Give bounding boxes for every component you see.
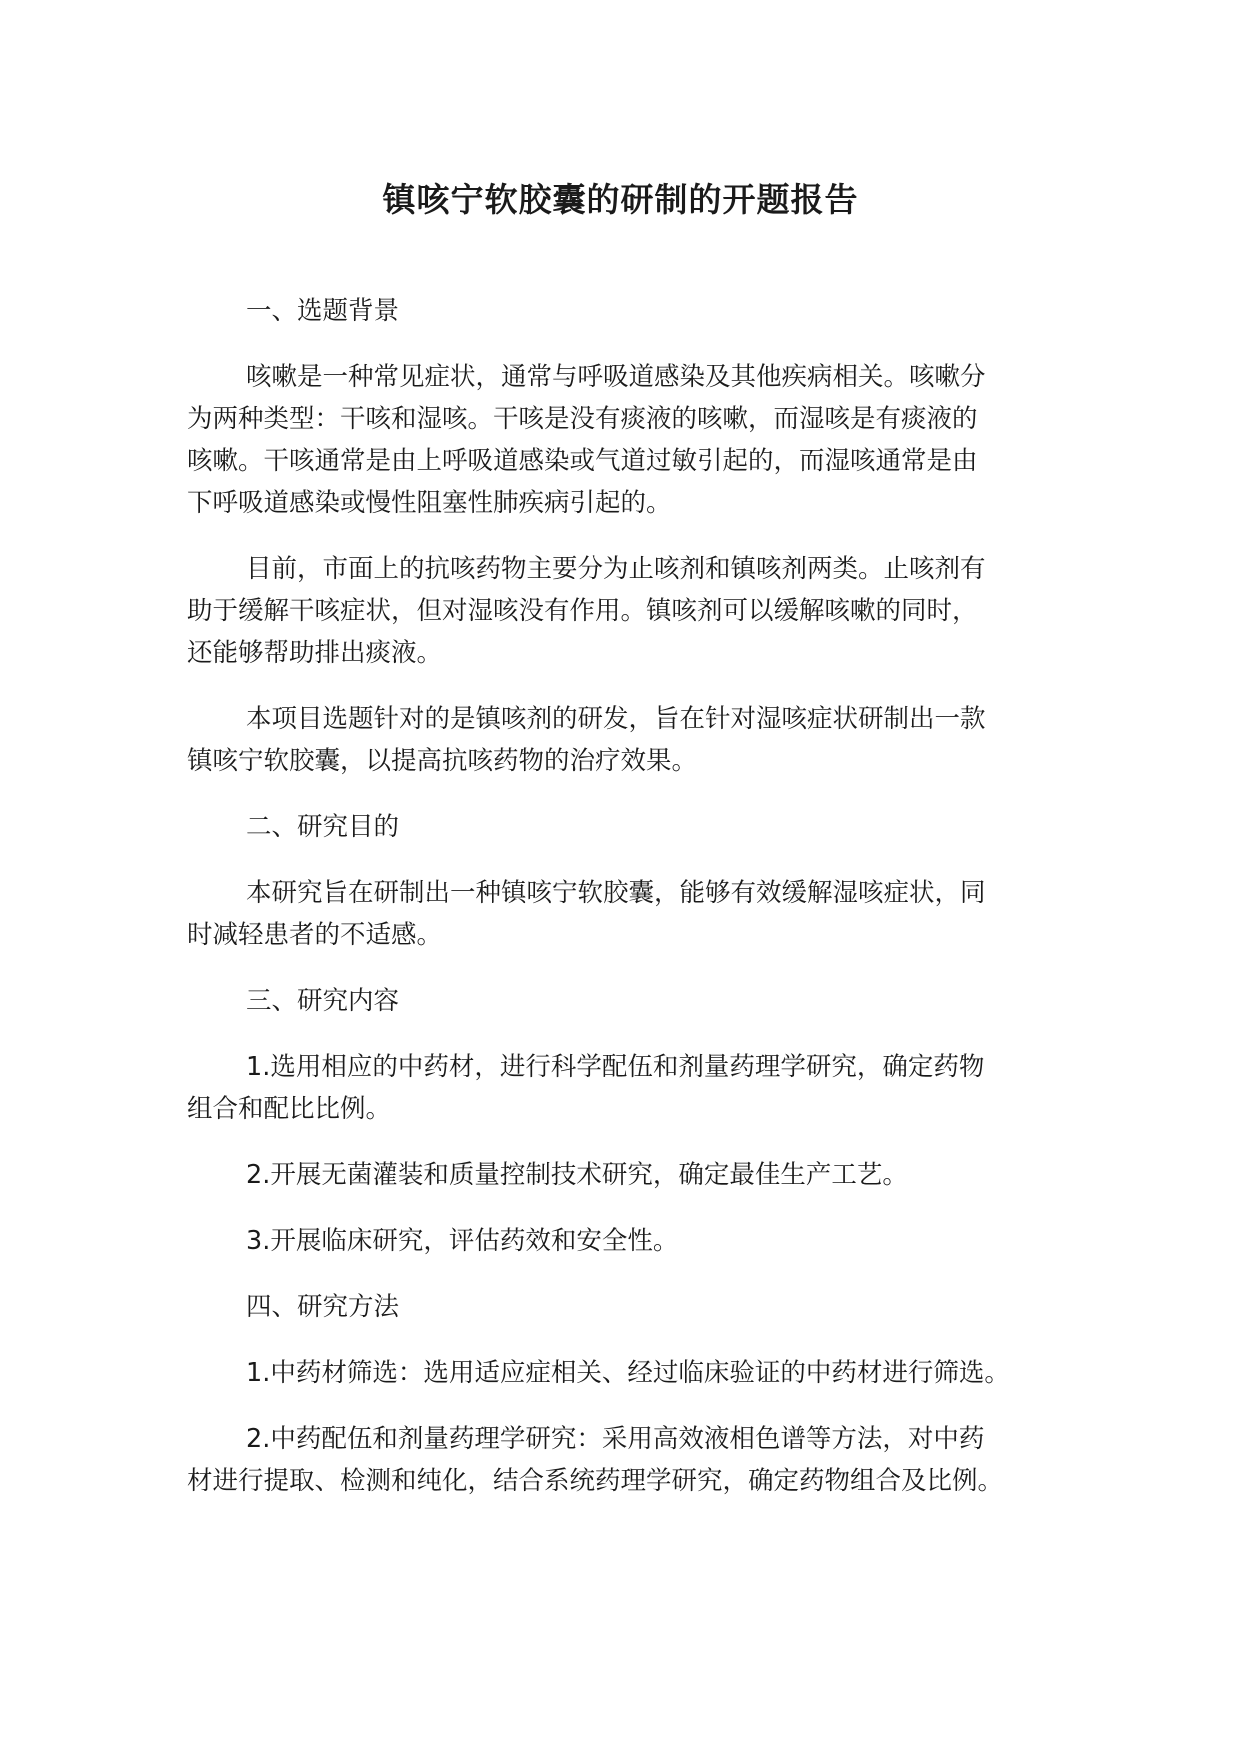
paragraph-line: 还能够帮助排出痰液。 bbox=[187, 638, 443, 668]
section-heading: 三、研究内容 bbox=[246, 986, 400, 1016]
paragraph bbox=[187, 1046, 1067, 1130]
paragraph bbox=[187, 872, 1067, 956]
paragraph-line: 时减轻患者的不适感。 bbox=[187, 920, 443, 950]
paragraph-line: 咳嗽。干咳通常是由上呼吸道感染或气道过敏引起的，而湿咳通常是由 bbox=[187, 446, 978, 476]
paragraph bbox=[187, 1352, 1067, 1394]
paragraph-line: 目前，市面上的抗咳药物主要分为止咳剂和镇咳剂两类。止咳剂有 bbox=[246, 554, 986, 584]
paragraph-line: 咳嗽是一种常见症状，通常与呼吸道感染及其他疾病相关。咳嗽分 bbox=[246, 362, 986, 392]
paragraph bbox=[187, 1154, 1067, 1196]
paragraph bbox=[187, 356, 1067, 524]
paragraph-line: 助于缓解干咳症状，但对湿咳没有作用。镇咳剂可以缓解咳嗽的同时， bbox=[187, 596, 978, 626]
paragraph-line: 3.开展临床研究，评估药效和安全性。 bbox=[246, 1226, 679, 1256]
paragraph-line: 镇咳宁软胶囊，以提高抗咳药物的治疗效果。 bbox=[187, 746, 698, 776]
paragraph-line: 下呼吸道感染或慢性阻塞性肺疾病引起的。 bbox=[187, 488, 672, 518]
paragraph-line: 为两种类型：干咳和湿咳。干咳是没有痰液的咳嗽，而湿咳是有痰液的 bbox=[187, 404, 978, 434]
paragraph-line: 2.开展无菌灌装和质量控制技术研究，确定最佳生产工艺。 bbox=[246, 1160, 908, 1190]
paragraph bbox=[187, 1418, 1067, 1502]
section-heading: 二、研究目的 bbox=[246, 812, 400, 842]
document-title: 镇咳宁软胶囊的研制的开题报告 bbox=[382, 180, 859, 219]
paragraph-line: 本项目选题针对的是镇咳剂的研发，旨在针对湿咳症状研制出一款 bbox=[246, 704, 986, 734]
document-body bbox=[187, 290, 1067, 1526]
paragraph-line: 本研究旨在研制出一种镇咳宁软胶囊，能够有效缓解湿咳症状，同 bbox=[246, 878, 986, 908]
paragraph bbox=[187, 548, 1067, 674]
paragraph-line: 2.中药配伍和剂量药理学研究：采用高效液相色谱等方法，对中药 bbox=[246, 1424, 985, 1454]
paragraph-line: 1.选用相应的中药材，进行科学配伍和剂量药理学研究，确定药物 bbox=[246, 1052, 985, 1082]
paragraph-line: 1.中药材筛选：选用适应症相关、经过临床验证的中药材进行筛选。 bbox=[246, 1358, 1010, 1388]
paragraph-line: 材进行提取、检测和纯化，结合系统药理学研究，确定药物组合及比例。 bbox=[187, 1466, 1004, 1496]
section-heading: 一、选题背景 bbox=[246, 296, 400, 326]
section-heading: 四、研究方法 bbox=[246, 1292, 400, 1322]
paragraph bbox=[187, 698, 1067, 782]
paragraph-line: 组合和配比比例。 bbox=[187, 1094, 392, 1124]
paragraph bbox=[187, 1220, 1067, 1262]
